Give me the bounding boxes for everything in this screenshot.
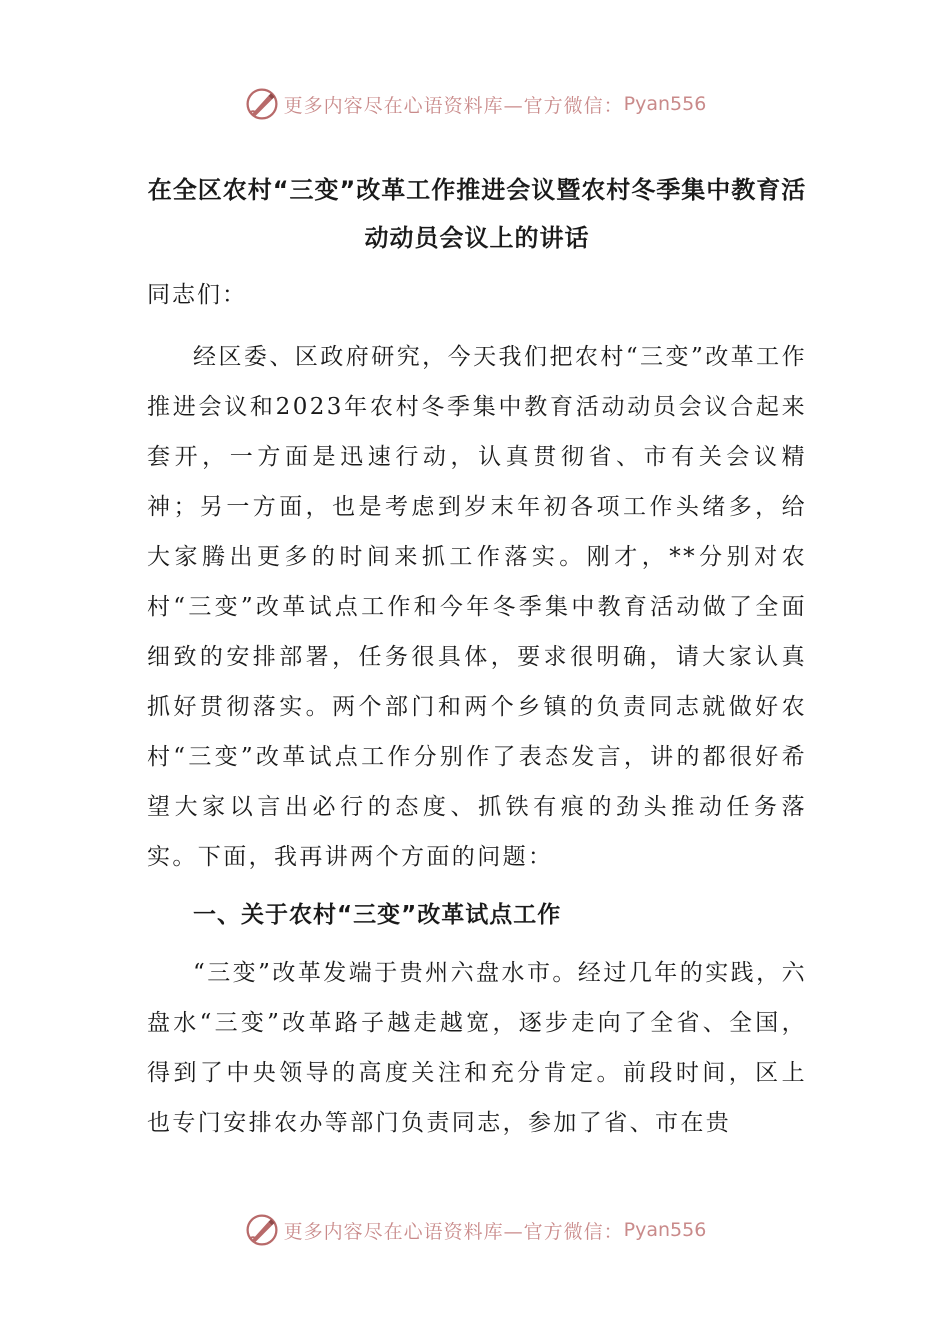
watermark-text: 更多内容尽在心语资料库—官方微信： (283, 1220, 624, 1243)
document-body (147, 166, 807, 1148)
salutation: 同志们： (147, 282, 247, 308)
watermark-wechat-id: Pyan556 (623, 1219, 707, 1241)
paragraph-section-1: “三变”改革发端于贵州六盘水市。经过几年的实践，六盘水“三变”改革路子越走越宽，逐步走向了全省、全国，得到了中央领导的高度关注和充分肯定。前段时间，区上也专门安排农办等部门负责同志，参加了省、市在贵 (147, 960, 807, 1136)
watermark-header (0, 84, 950, 124)
pen-circle-logo-icon (244, 86, 280, 122)
watermark-wechat-id: Pyan556 (623, 93, 707, 115)
watermark-footer (0, 1210, 950, 1250)
paragraph-intro: 经区委、区政府研究，今天我们把农村“三变”改革工作推进会议和2023年农村冬季集中教育活动动员会议合起来套开，一方面是迅速行动，认真贯彻省、市有关会议精神；另一方面，也是考虑到岁末年初各项工作头绪多，给大家腾出更多的时间来抓工作落实。刚才，**分别对农村“三变”改革试点工作和今年冬季集中教育活动做了全面细致的安排部署，任务很具体，要求很明确，请大家认真抓好贯彻落实。两个部门和两个乡镇的负责同志就做好农村“三变”改革试点工作分别作了表态发言，讲的都很好希望大家以言出必行的态度、抓铁有痕的劲头推动任务落实。下面，我再讲两个方面的问题： (147, 344, 807, 870)
document-title: 在全区农村“三变”改革工作推进会议暨农村冬季集中教育活动动员会议上的讲话 (147, 176, 807, 252)
section-heading-1: 一、关于农村“三变”改革试点工作 (193, 902, 562, 928)
pen-circle-logo-icon (244, 1212, 280, 1248)
watermark-text: 更多内容尽在心语资料库—官方微信： (283, 94, 624, 117)
